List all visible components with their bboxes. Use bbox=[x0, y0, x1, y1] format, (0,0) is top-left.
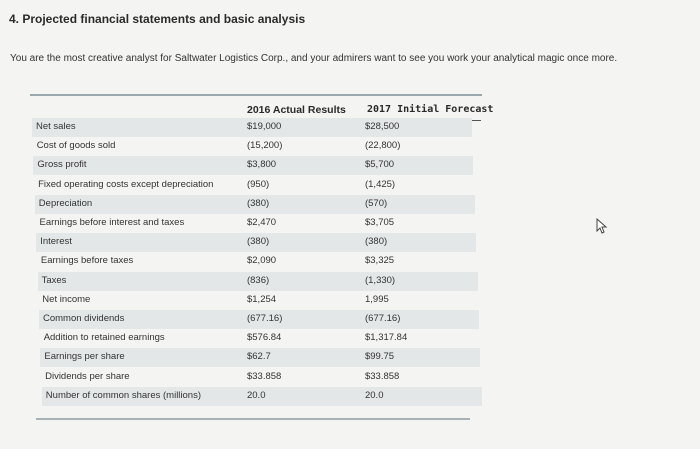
value-2017: $3,325 bbox=[364, 255, 395, 267]
value-2016: $1,254 bbox=[246, 293, 277, 305]
table-row bbox=[38, 291, 478, 310]
row-label: Gross profit bbox=[37, 159, 87, 171]
row-label: Cost of goods sold bbox=[36, 140, 116, 152]
value-2017: (1,330) bbox=[364, 274, 396, 286]
value-2016: $2,470 bbox=[247, 217, 277, 228]
value-2016: (677.16) bbox=[247, 313, 283, 324]
value-2017: $33.858 bbox=[364, 370, 400, 382]
table-row bbox=[40, 329, 480, 348]
value-2016: $33.858 bbox=[246, 370, 282, 382]
value-2016: $62.7 bbox=[246, 351, 271, 363]
row-label: Earnings before interest and taxes bbox=[39, 217, 185, 228]
table-row bbox=[37, 252, 477, 271]
table-row bbox=[41, 368, 481, 387]
value-2016: 20.0 bbox=[246, 389, 266, 401]
value-2016: (380) bbox=[246, 197, 270, 209]
table-top-rule bbox=[30, 94, 482, 96]
column-header-2016: 2016 Actual Results bbox=[247, 104, 346, 116]
mouse-pointer-icon bbox=[596, 218, 610, 234]
table-row bbox=[35, 195, 475, 214]
table-row bbox=[42, 387, 482, 406]
value-2016: $576.84 bbox=[246, 332, 282, 344]
row-label: Earnings before taxes bbox=[40, 255, 134, 267]
value-2016: $3,800 bbox=[246, 159, 277, 171]
intro-text: You are the most creative analyst for Saltwater Logistics Corp., and your admirers want to see you work your analytical magic once more. bbox=[10, 53, 618, 64]
value-2016: $19,000 bbox=[247, 121, 282, 132]
table-row bbox=[33, 156, 473, 175]
value-2016: (836) bbox=[246, 274, 270, 286]
row-label: Dividends per share bbox=[45, 370, 130, 382]
value-2017: (1,425) bbox=[364, 178, 396, 190]
row-label: Interest bbox=[40, 236, 72, 248]
row-label: Fixed operating costs except depreciation bbox=[38, 178, 214, 190]
value-2017: (677.16) bbox=[365, 313, 401, 324]
row-label: Earnings per share bbox=[44, 351, 125, 363]
value-2017: $3,705 bbox=[365, 217, 395, 228]
row-label: Net income bbox=[42, 293, 91, 305]
value-2016: (15,200) bbox=[246, 140, 283, 152]
table-row bbox=[36, 233, 476, 252]
row-label: Taxes bbox=[41, 274, 67, 286]
table-row bbox=[39, 310, 479, 329]
table-row bbox=[32, 118, 472, 137]
value-2017: (22,800) bbox=[364, 140, 401, 152]
value-2017: $99.75 bbox=[364, 351, 395, 363]
value-2017: 1,995 bbox=[364, 293, 389, 305]
value-2017: (380) bbox=[364, 236, 388, 248]
value-2017: $1,317.84 bbox=[364, 332, 408, 344]
page-title: 4. Projected financial statements and basic analysis bbox=[9, 12, 306, 26]
row-label: Net sales bbox=[36, 121, 76, 132]
table-row bbox=[36, 214, 476, 233]
table-row bbox=[33, 137, 473, 156]
row-label: Addition to retained earnings bbox=[43, 332, 165, 344]
value-2016: $2,090 bbox=[246, 255, 277, 267]
value-2017: $5,700 bbox=[364, 159, 395, 171]
value-2016: (950) bbox=[246, 178, 270, 190]
table-row bbox=[40, 348, 480, 367]
table-row bbox=[38, 272, 478, 291]
row-label: Number of common shares (millions) bbox=[45, 389, 202, 401]
table-bottom-rule bbox=[36, 418, 470, 420]
value-2016: (380) bbox=[246, 236, 270, 248]
row-label: Depreciation bbox=[38, 197, 93, 209]
value-2017: $28,500 bbox=[365, 121, 400, 132]
value-2017: 20.0 bbox=[364, 389, 384, 401]
value-2017: (570) bbox=[364, 197, 388, 209]
column-header-2017: 2017 Initial Forecast bbox=[367, 104, 494, 115]
row-label: Common dividends bbox=[43, 313, 125, 324]
table-row bbox=[34, 176, 474, 195]
